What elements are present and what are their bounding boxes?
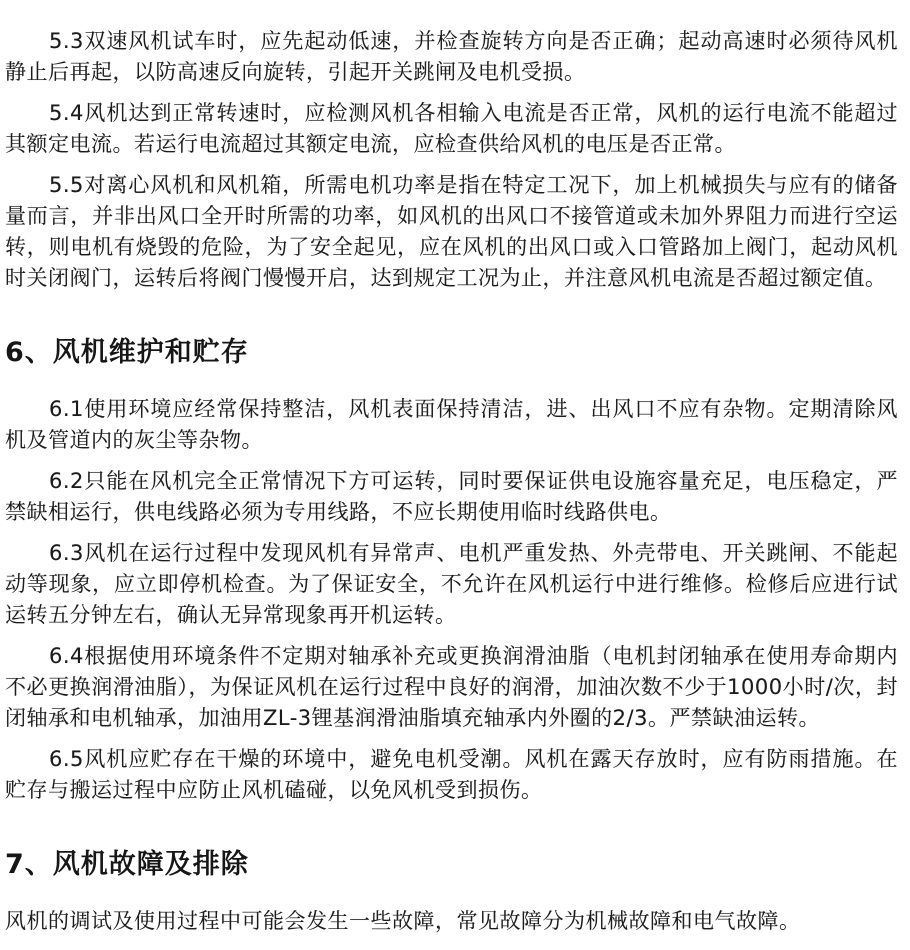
section-6-heading: 6、风机维护和贮存 — [5, 337, 249, 368]
paragraph-6-4: 6.4根据使用环境条件不定期对轴承补充或更换润滑油脂（电机封闭轴承在使用寿命期内不必更换润滑油脂），为保证风机在运行过程中良好的润滑，加油次数不少于1000小时/次，封闭轴承和电机轴承，加油用ZL-3锂基润滑油脂填充轴承内外圈的2/3。严禁缺油运转。 — [5, 644, 898, 730]
paragraph-5-4: 5.4风机达到正常转速时，应检测风机各相输入电流是否正常，风机的运行电流不能超过其额定电流。若运行电流超过其额定电流，应检查供给风机的电压是否正常。 — [5, 101, 898, 156]
paragraph-6-5: 6.5风机应贮存在干燥的环境中，避免电机受潮。风机在露天存放时，应有防雨措施。在贮存与搬运过程中应防止风机磕碰，以免风机受到损伤。 — [5, 747, 898, 802]
paragraph-7-intro: 风机的调试及使用过程中可能会发生一些故障，常见故障分为机械故障和电气故障。 — [5, 909, 801, 933]
paragraph-5-3: 5.3双速风机试车时，应先起动低速，并检查旋转方向是否正确；起动高速时必须待风机静止后再起，以防高速反向旋转，引起开关跳闸及电机受损。 — [5, 29, 898, 84]
section-7-heading: 7、风机故障及排除 — [5, 849, 249, 880]
paragraph-6-3: 6.3风机在运行过程中发现风机有异常声、电机严重发热、外壳带电、开关跳闸、不能起动等现象，应立即停机检查。为了保证安全，不允许在风机运行中进行维修。检修后应进行试运转五分钟左右，确认无异常现象再开机运转。 — [5, 541, 898, 627]
paragraph-6-1: 6.1使用环境应经常保持整洁，风机表面保持清洁，进、出风口不应有杂物。定期清除风机及管道内的灰尘等杂物。 — [5, 397, 898, 452]
paragraph-6-2: 6.2只能在风机完全正常情况下方可运转，同时要保证供电设施容量充足，电压稳定，严禁缺相运行，供电线路必须为专用线路，不应长期使用临时线路供电。 — [5, 469, 898, 524]
paragraph-5-5: 5.5对离心风机和风机箱，所需电机功率是指在特定工况下，加上机械损失与应有的储备量而言，并非出风口全开时所需的功率，如风机的出风口不接管道或未加外界阻力而进行空运转，则电机有烧毁的危险，为了安全起见，应在风机的出风口或入口管路加上阀门，起动风机时关闭阀门，运转后将阀门慢慢开启，达到规定工况为止，并注意风机电流是否超过额定值。 — [5, 173, 898, 290]
